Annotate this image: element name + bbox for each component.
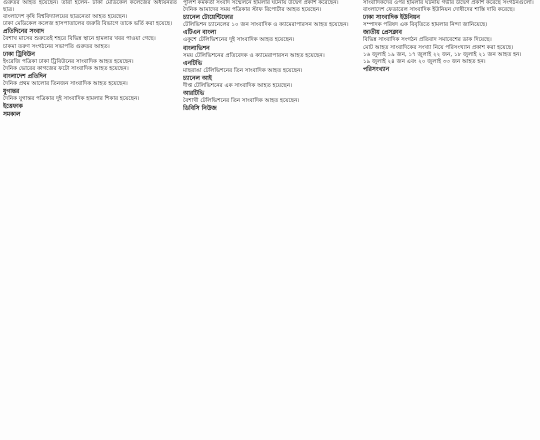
paragraph: ঢাকা ট্রিবিউন	[3, 51, 35, 58]
paragraph: যুগান্তর	[3, 89, 20, 96]
paragraph: চ্যানেল টোয়েন্টিফোর	[183, 15, 234, 22]
paragraph: দৈনিক যুগান্তর পত্রিকার দুই সাংবাদিক হামলার শিকার হয়েছেন।	[3, 96, 140, 103]
paragraph: একুশে টেলিভিশনের দুই সাংবাদিক আহত হয়েছেন।	[183, 37, 295, 44]
paragraph: এনটিভি	[183, 60, 202, 67]
paragraph: ১৯ জুলাই ২৪ জন এবং ২০ জুলাই ৩৩ জন আহত হন।	[363, 58, 486, 65]
paragraph: পুলিশ কর্মকর্তা সংবাদ সম্মেলনে হামলার ঘটনায় উদ্বেগ প্রকাশ করেছেন।	[183, 0, 339, 6]
paragraph: ডিবিসি নিউজ	[183, 106, 217, 113]
paragraph: দৈনিক ভোরের কাগজের ফটো সাংবাদিক আহত হয়েছেন।	[3, 65, 129, 72]
paragraph: বিভিন্ন সাংবাদিক সংগঠন প্রতিবাদ সমাবেশের ডাক দিয়েছে।	[363, 37, 492, 44]
paragraph: দৈনিক আমাদের সময় পত্রিকার স্টাফ রিপোর্টার আহত হয়েছেন।	[183, 7, 322, 14]
paragraph: ঢাকা সাংবাদিক ইউনিয়ন	[363, 15, 420, 22]
paragraph: বৈশাখ মাসের শুরুতেই শহরে বিভিন্ন স্থানে হামলার খবর পাওয়া গেছে।	[3, 36, 156, 43]
paragraph: সমকাল	[3, 112, 21, 119]
paragraph: আরটিভি	[183, 91, 205, 98]
paragraph: বাংলাদেশ কৃষি বিশ্ববিদ্যালয়ের ছাত্রনেতা আহত হয়েছেন।	[3, 14, 128, 21]
paragraph: বাংলাদেশ প্রতিদিন	[3, 73, 47, 80]
paragraph: পরিসংখ্যান	[363, 66, 390, 73]
text-column-3	[363, 0, 537, 440]
paragraph: বাংলাদেশ ফেডারেল সাংবাদিক ইউনিয়ন দোষীদের শাস্তি দাবি করেছে।	[363, 7, 515, 14]
paragraph: সাংবাদিকদের ওপর হামলার ঘটনায় গভীর উদ্বেগ প্রকাশ করেছে সংগঠনগুলো।	[363, 0, 534, 6]
paragraph: টেলিভিশন চ্যানেলের ১০ জন সাংবাদিক ও ক্যামেরাপারসন আহত হয়েছেন।	[183, 22, 349, 29]
paragraph: ১৬ জুলাই ১৯ জন, ১৭ জুলাই ২২ জন, ১৮ জুলাই ২১ জন আহত হন।	[363, 51, 522, 58]
paragraph: গুরুতর আহত হয়েছেন। তারা হলেন- ঢাকা মেডিকেল কলেজের অধ্যয়নরত ছাত্র।	[3, 0, 177, 14]
paragraph: এটিএন বাংলা	[183, 30, 217, 37]
text-column-2	[183, 0, 357, 440]
paragraph: সম্পাদক পরিষদ এক বিবৃতিতে হামলার নিন্দা জানিয়েছে।	[363, 22, 488, 29]
paragraph: দৈনিক প্রথম আলোর তিনজন সাংবাদিক আহত হয়েছেন।	[3, 81, 128, 88]
paragraph: চ্যানেল আই	[183, 75, 212, 82]
text-column-1	[3, 0, 177, 440]
paragraph: সময় টেলিভিশনের প্রতিবেদক ও ক্যামেরাপারসন আহত হয়েছেন।	[183, 52, 325, 59]
paragraph: চাকমা তরুণ সংগঠনের সভাপতি গুরুতর আহত।	[3, 43, 110, 50]
paragraph: ইংরেজি পত্রিকা ঢাকা ট্রিবিউনের সাংবাদিক আহত হয়েছেন।	[3, 58, 134, 65]
paragraph: মাছরাঙা টেলিভিশনের তিন সাংবাদিক আহত হয়েছেন।	[183, 67, 303, 74]
paragraph: জাতীয় প্রেসক্লাব	[363, 30, 402, 37]
paragraph: বাংলাভিশন	[183, 45, 210, 52]
paragraph: প্রতিদিনের সংবাদ	[3, 29, 44, 36]
paragraph: দীপ্ত টেলিভিশনের এক সাংবাদিক আহত হয়েছেন।	[183, 83, 293, 90]
paragraph: বৈশাখী টেলিভিশনের তিন সাংবাদিক আহত হয়েছেন।	[183, 98, 300, 105]
paragraph: ইত্তেফাক	[3, 104, 23, 111]
paragraph: ঢাকা মেডিকেল কলেজ হাসপাতালের জরুরি বিভাগে তাকে ভর্তি করা হয়েছে।	[3, 21, 173, 28]
paragraph: মোট আহত সাংবাদিকের সংখ্যা নিয়ে পরিসংখ্যান প্রকাশ করা হয়েছে।	[363, 44, 514, 51]
